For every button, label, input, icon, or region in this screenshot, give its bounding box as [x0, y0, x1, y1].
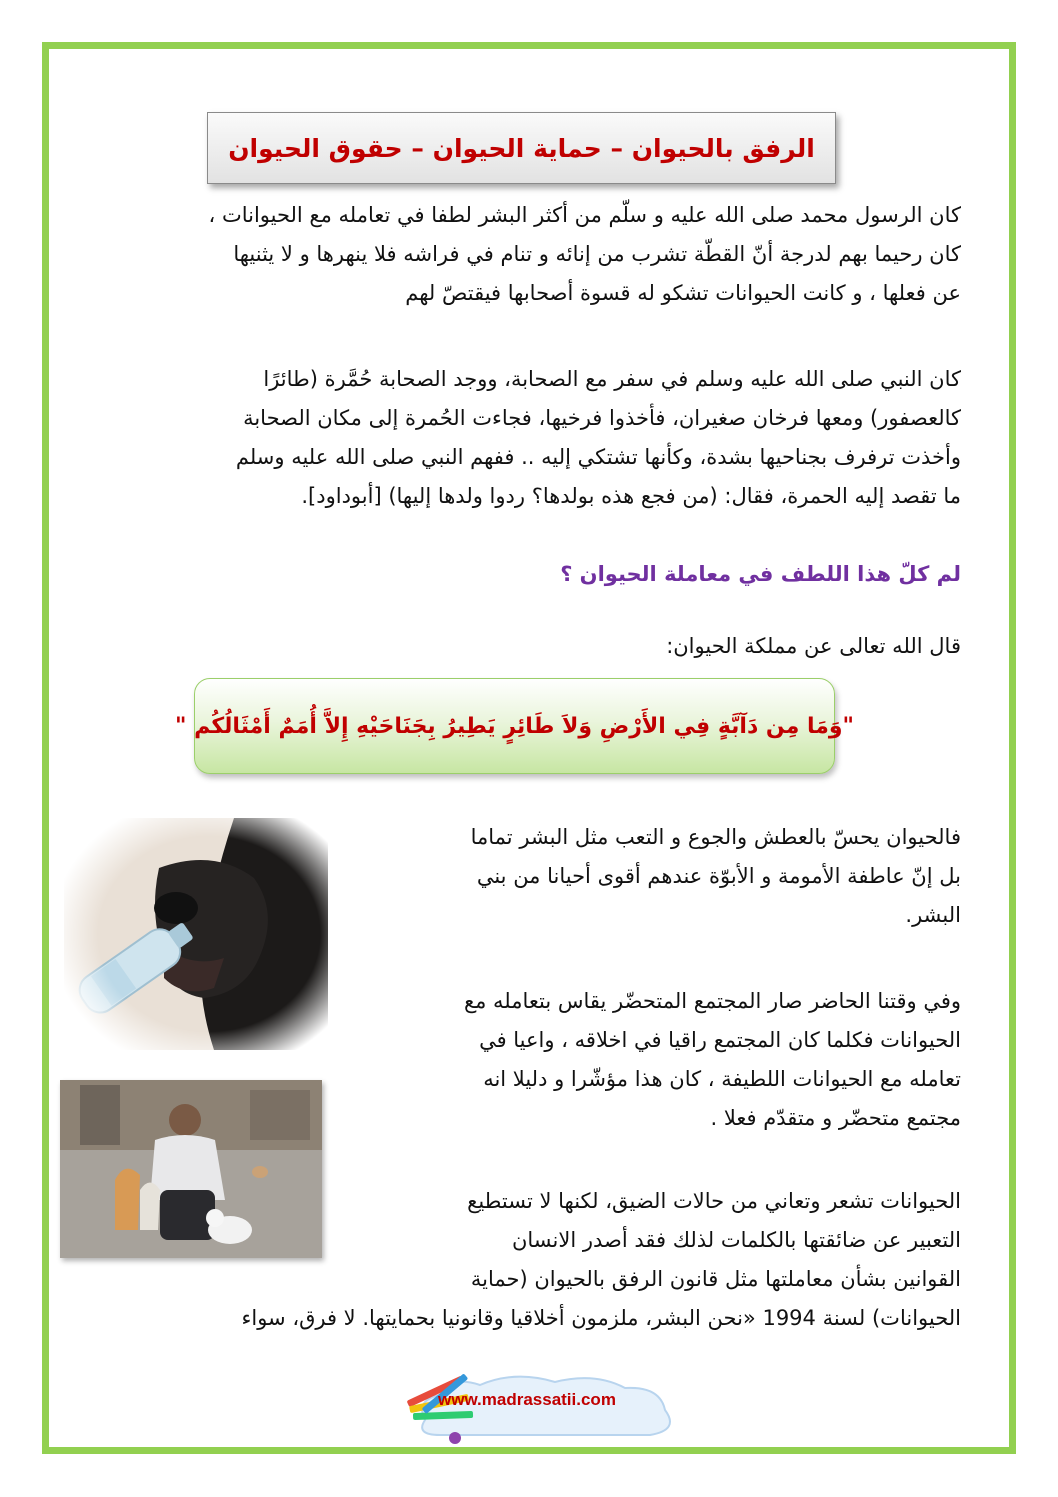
paragraph-prophet-kindness: [97, 196, 961, 313]
paragraph-civilized-society: [353, 982, 961, 1138]
paragraph-animal-feelings: [353, 818, 961, 935]
footer-website-link[interactable]: www.madrassatii.com: [438, 1390, 616, 1409]
paragraph-line: الحيوانات فكلما كان المجتمع راقيا في اخلاقه ، واعيا في: [479, 1028, 961, 1052]
paragraph-line: البشر.: [905, 903, 961, 927]
dog-drinking-photo: [64, 818, 328, 1050]
paragraph-line: وأخذت ترفرف بجناحيها بشدة، وكأنها تشتكي إليه .. ففهم النبي صلى الله عليه وسلم: [235, 445, 961, 469]
verse-box: [175, 678, 855, 774]
paragraph-animal-laws: [353, 1182, 961, 1299]
page-title: الرفق بالحيوان – حماية الحيوان – حقوق الحيوان: [228, 133, 815, 163]
paragraph-line: فالحيوان يحسّ بالعطش والجوع و التعب مثل البشر تماما: [470, 825, 961, 849]
paragraph-line: مجتمع متحضّر و متقدّم فعلا .: [710, 1106, 961, 1130]
paragraph-line: تعامله مع الحيوانات اللطيفة ، كان هذا مؤشّرا و دليلا انه: [483, 1067, 961, 1091]
paragraph-humra-story: [97, 360, 961, 516]
title-box: [207, 112, 836, 184]
paragraph-line: عن فعلها ، و كانت الحيوانات تشكو له قسوة أصحابها فيقتصّ لهم: [405, 281, 961, 305]
paragraph-line: كان الرسول محمد صلى الله عليه و سلّم من أكثر البشر لطفا في تعامله مع الحيوانات ،: [208, 203, 961, 227]
quran-verse: "وَمَا مِن دَآبَّةٍ فِي الأَرْضِ وَلاَ طَائِرٍ يَطِيرُ بِجَنَاحَيْهِ إِلاَّ أُمَمٌ أَمْثَالُكُم ": [175, 713, 855, 739]
paragraph-line: كالعصفور) ومعها فرخان صغيران، فأخذوا فرخيها، فجاءت الحُمرة إلى مكان الصحابة: [243, 406, 961, 430]
paragraph-line: وفي وقتنا الحاضر صار المجتمع المتحضّر يقاس بتعامله مع: [463, 989, 961, 1013]
paragraph-line: كان رحيما بهم لدرجة أنّ القطّة تشرب من إنائه و تنام في فراشه فلا ينهرها و لا يثنيها: [233, 242, 961, 266]
paragraph-line: ما تقصد إليه الحمرة، فقال: (من فجع هذه بولدها؟ ردوا ولدها إليها) [أبوداود].: [301, 484, 961, 508]
paragraph-line: الحيوانات تشعر وتعاني من حالات الضيق، لكنها لا تستطيع: [467, 1189, 961, 1213]
paragraph-line: التعبير عن ضائقتها بالكلمات لذلك فقد أصدر الانسان: [511, 1228, 961, 1252]
paragraph-line: بل إنّ عاطفة الأمومة و الأبوّة عندهم أقوى أحيانا من بني: [476, 864, 961, 888]
man-feeding-cats-photo: [60, 1080, 322, 1258]
paragraph-line: القوانين بشأن معاملتها مثل قانون الرفق بالحيوان (حماية: [470, 1267, 961, 1291]
paragraph-line: الحيوانات) لسنة 1994 «نحن البشر، ملزمون أخلاقيا وقانونيا بحمايتها. لا فرق، سواء: [241, 1306, 961, 1330]
paragraph-line: كان النبي صلى الله عليه وسلم في سفر مع الصحابة، ووجد الصحابة حُمَّرة (طائرًا: [263, 367, 961, 391]
verse-intro: قال الله تعالى عن مملكة الحيوان:: [666, 634, 961, 658]
paragraph-animal-laws-continued: [97, 1299, 961, 1338]
section-question: لم كلّ هذا اللطف في معاملة الحيوان ؟: [560, 562, 961, 586]
